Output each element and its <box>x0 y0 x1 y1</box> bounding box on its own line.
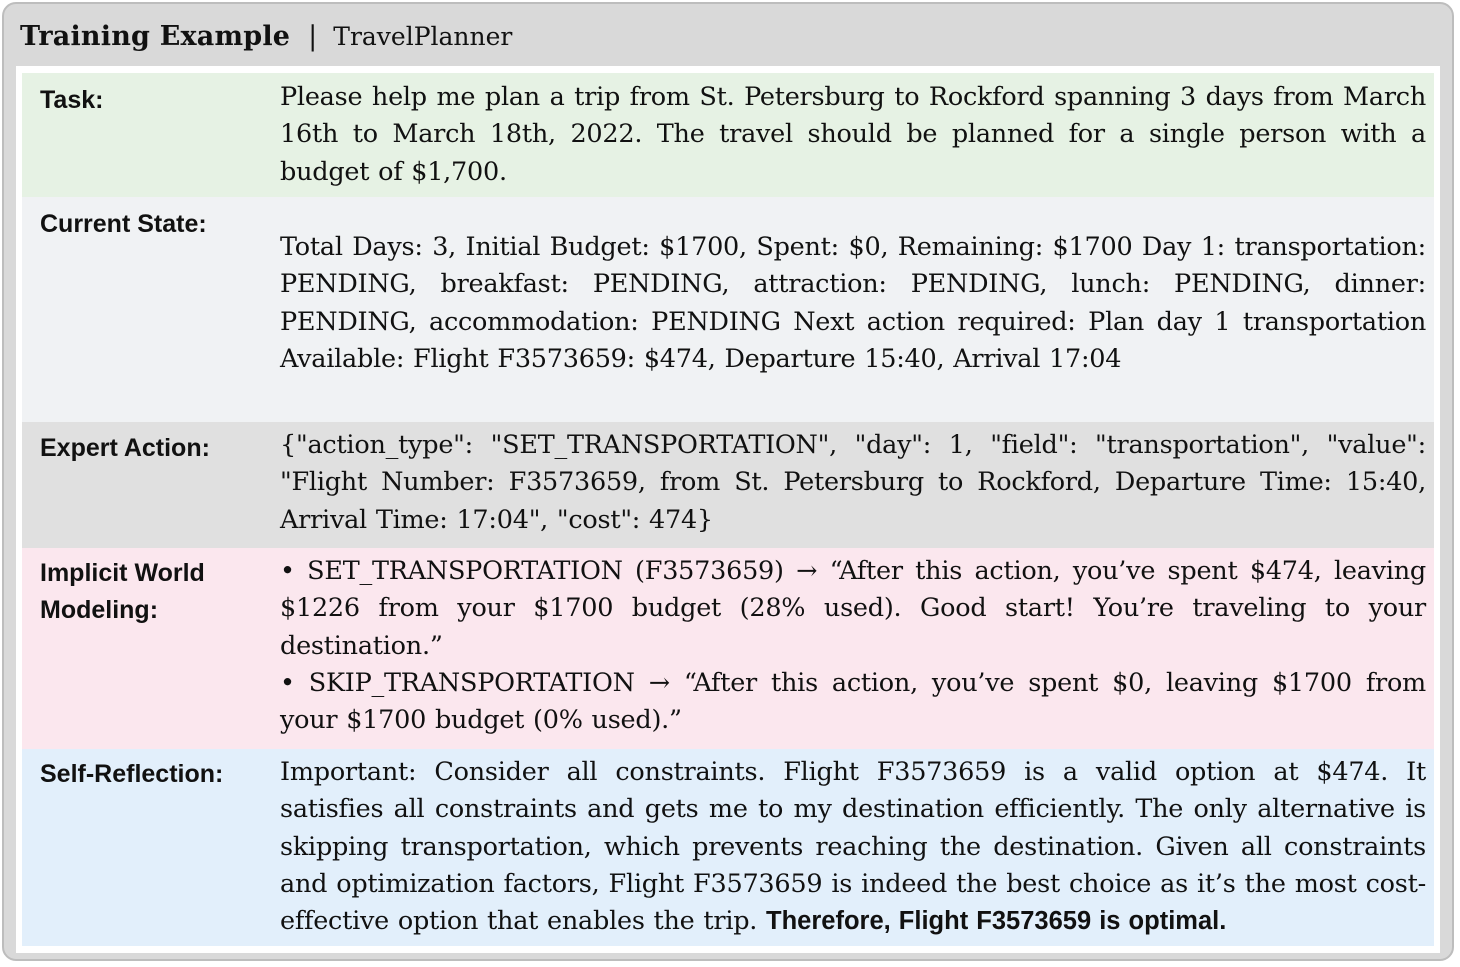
expert-action-label: Expert Action: <box>40 434 210 462</box>
card-header <box>20 16 512 56</box>
training-example-card <box>2 2 1454 961</box>
world-bullet-set: • SET_TRANSPORTATION (F3573659) → “After this action, you’ve spent $474, leaving $1226 from your $1700 budget (28% used). Good start! You’re traveling to your destination.” <box>280 556 1426 661</box>
self-reflection-text <box>280 754 1426 940</box>
current-state-label: Current State: <box>40 210 207 238</box>
world-bullet-skip: • SKIP_TRANSPORTATION → “After this action, you’ve spent $0, leaving $1700 from your $1700 budget (0% used).” <box>280 667 1426 736</box>
expert-action-text: {"action_type": "SET_TRANSPORTATION", "day": 1, "field": "transportation", "value": "Flight Number: F3573659, from St. Petersburg to Rockford, Departure Time: 15:40, Arrival Time: 17:04", "cost": 474} <box>280 430 1426 535</box>
current-state-row <box>22 197 1434 422</box>
self-reflection-body: Important: Consider all constraints. Flight F3573659 is a valid option at $474. It satisfies all constraints and gets me to my destination efficiently. The only alternative is skipping transportation, which prevents reaching the destination. Given all constraints and optimization factors, Flight F3573659 is indeed the best choice as it’s the most cost-effective option that enables the trip. <box>280 757 1426 937</box>
implicit-world-modeling-label <box>40 555 205 629</box>
self-reflection-conclusion: Therefore, Flight F3573659 is optimal. <box>766 907 1227 936</box>
task-row <box>22 73 1434 197</box>
label-line-1: Implicit World <box>40 559 205 587</box>
implicit-world-modeling-row <box>22 548 1434 749</box>
task-text: Please help me plan a trip from St. Petersburg to Rockford spanning 3 days from March 16th to March 18th, 2022. The travel should be planned for a single person with a budget of $1,700. <box>280 82 1426 187</box>
self-reflection-label: Self-Reflection: <box>40 760 224 788</box>
card-title: Training Example <box>20 20 291 52</box>
self-reflection-row <box>22 749 1434 946</box>
label-line-2: Modeling: <box>40 596 159 624</box>
title-separator: | <box>308 20 318 52</box>
current-state-text: Total Days: 3, Initial Budget: $1700, Spent: $0, Remaining: $1700 Day 1: transportation: PENDING, breakfast: PENDING, attraction: PENDING, lunch: PENDING, dinner: PENDING, accommodation: PENDING Next action required: Plan day 1 transportation Available: Flight F3573659: $474, Departure 15:40, Arrival 17:04 <box>280 232 1426 374</box>
card-subtitle: TravelPlanner <box>333 21 513 51</box>
task-label: Task: <box>40 86 104 114</box>
implicit-world-modeling-text <box>280 553 1426 739</box>
card-body <box>16 66 1440 953</box>
expert-action-row <box>22 422 1434 548</box>
